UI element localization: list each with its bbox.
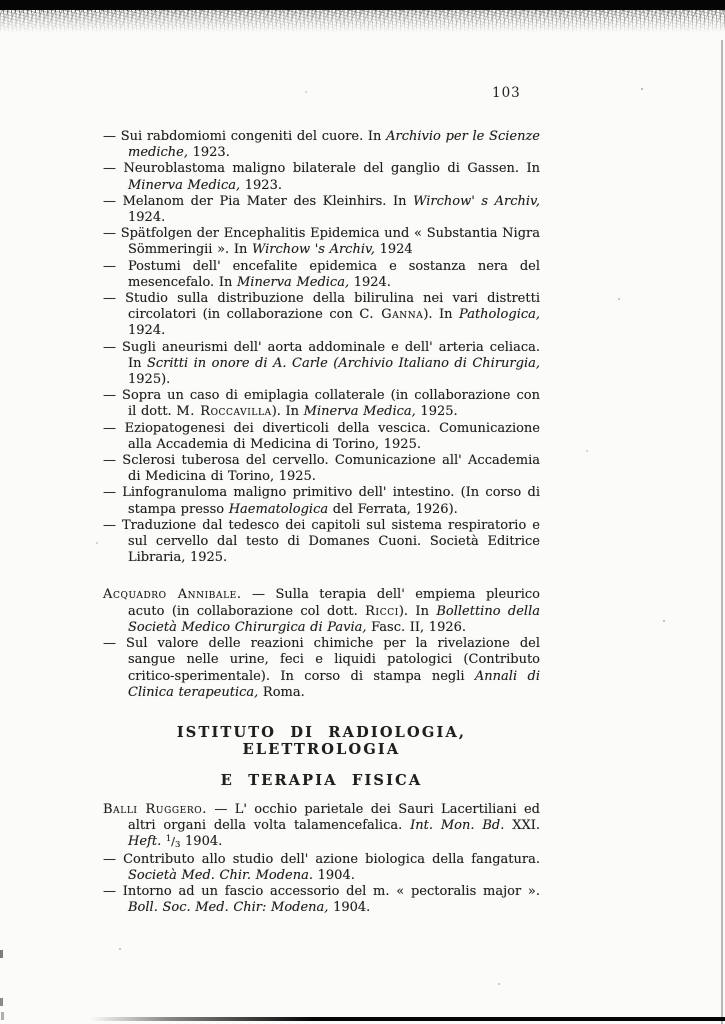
bibliography-group-continuation	[103, 129, 540, 566]
bibliography-entry: — Studio sulla distribuzione della bilirulina nei vari distretti circolatori (in collaborazione con C. Ganna). In Pathologica, 1924.	[103, 291, 541, 339]
bibliography-entry: — Sopra un caso di emiplagia collaterale (in collaborazione con il dott. M. Roccavilla). In Minerva Medica, 1925.	[103, 388, 540, 420]
bibliography-entry: — Linfogranuloma maligno primitivo dell' intestino. (In corso di stampa presso Haematologica del Ferrata, 1926).	[103, 485, 540, 517]
bibliography-entry: — Melanom der Pia Mater des Kleinhirs. In Wirchow' s Archiv, 1924.	[103, 193, 540, 226]
bibliography-entry: — Contributo allo studio dell' azione biologica della fangatura. Società Med. Chir. Modena. 1904.	[103, 851, 540, 883]
bibliography-entry: — Sui rabdomiomi congeniti del cuore. In Archivio per le Scienze mediche, 1923.	[103, 129, 540, 161]
scan-artifact-right-edge	[721, 40, 723, 1024]
bibliography-entry: Acquadro Annibale. — Sulla terapia dell' empiema pleurico acuto (in collaborazione col dott. Ricci). In Bollettino della Società Medico Chirurgica di Pavia, Fasc. II, 1926.	[103, 587, 540, 635]
bibliography-entry: — Spätfolgen der Encephalitis Epidemica und « Substantia Nigra Sömmeringii ». In Wirchow 's Archiv, 1924	[103, 226, 540, 258]
bibliography-entry: — Traduzione dal tedesco dei capitoli sul sistema respiratorio e sul cervello dal testo di Domanes Cuoni. Società Editrice Libraria, 1925.	[103, 517, 540, 566]
bibliography-entry: Balli Ruggero. — L' occhio parietale dei Sauri Lacertiliani ed altri organi della volta talamencefalica. Int. Mon. Bd. XXI. Heft. $^1$/3 1904.	[103, 801, 540, 851]
section-heading-line: E TERAPIA FISICA	[220, 771, 423, 789]
scan-artifact-bottom-line	[90, 1017, 725, 1021]
bibliography-entry: — Sclerosi tuberosa del cervello. Comunicazione all' Accademia di Medicina di Torino, 1925.	[103, 453, 540, 485]
bibliography-entry: — Eziopatogenesi dei diverticoli della vescica. Comunicazione alla Accademia di Medicina di Torino, 1925.	[103, 420, 540, 452]
bibliography-text-block	[103, 129, 540, 916]
bibliography-group-acquadro-annibale	[103, 587, 540, 700]
fraction: $^1$/3	[165, 834, 181, 851]
scan-artifact-top-noise	[0, 9, 725, 35]
section-heading-istituto	[103, 724, 540, 789]
bibliography-entry: — Neuroblastoma maligno bilaterale del ganglio di Gassen. In Minerva Medica, 1923.	[103, 161, 540, 193]
bibliography-entry: — Intorno ad un fascio accessorio del m. « pectoralis major ». Boll. Soc. Med. Chir: Modena, 1904.	[103, 883, 540, 916]
bibliography-group-balli-ruggero	[103, 802, 540, 916]
bibliography-entry: — Sugli aneurismi dell' aorta addominale e dell' arteria celiaca. In Scritti in onore di A. Carle (Archivio Italiano di Chirurgia, 1925).	[103, 339, 540, 388]
scan-artifact-specks	[0, 0, 2, 2]
bibliography-entry: — Postumi dell' encefalite epidemica e sostanza nera del mesencefalo. In Minerva Medica, 1924.	[103, 258, 540, 290]
page-number: 103	[492, 85, 521, 101]
bibliography-entry: — Sul valore delle reazioni chimiche per la rivelazione del sangue nelle urine, feci e liquidi patologici (Contributo critico-sperimentale). In corso di stampa negli Annali di Clinica terapeutica, Roma.	[103, 636, 540, 700]
section-heading-line: ISTITUTO DI RADIOLOGIA, ELETTROLOGIA	[176, 723, 467, 758]
scan-artifact-left-marks	[0, 950, 3, 958]
